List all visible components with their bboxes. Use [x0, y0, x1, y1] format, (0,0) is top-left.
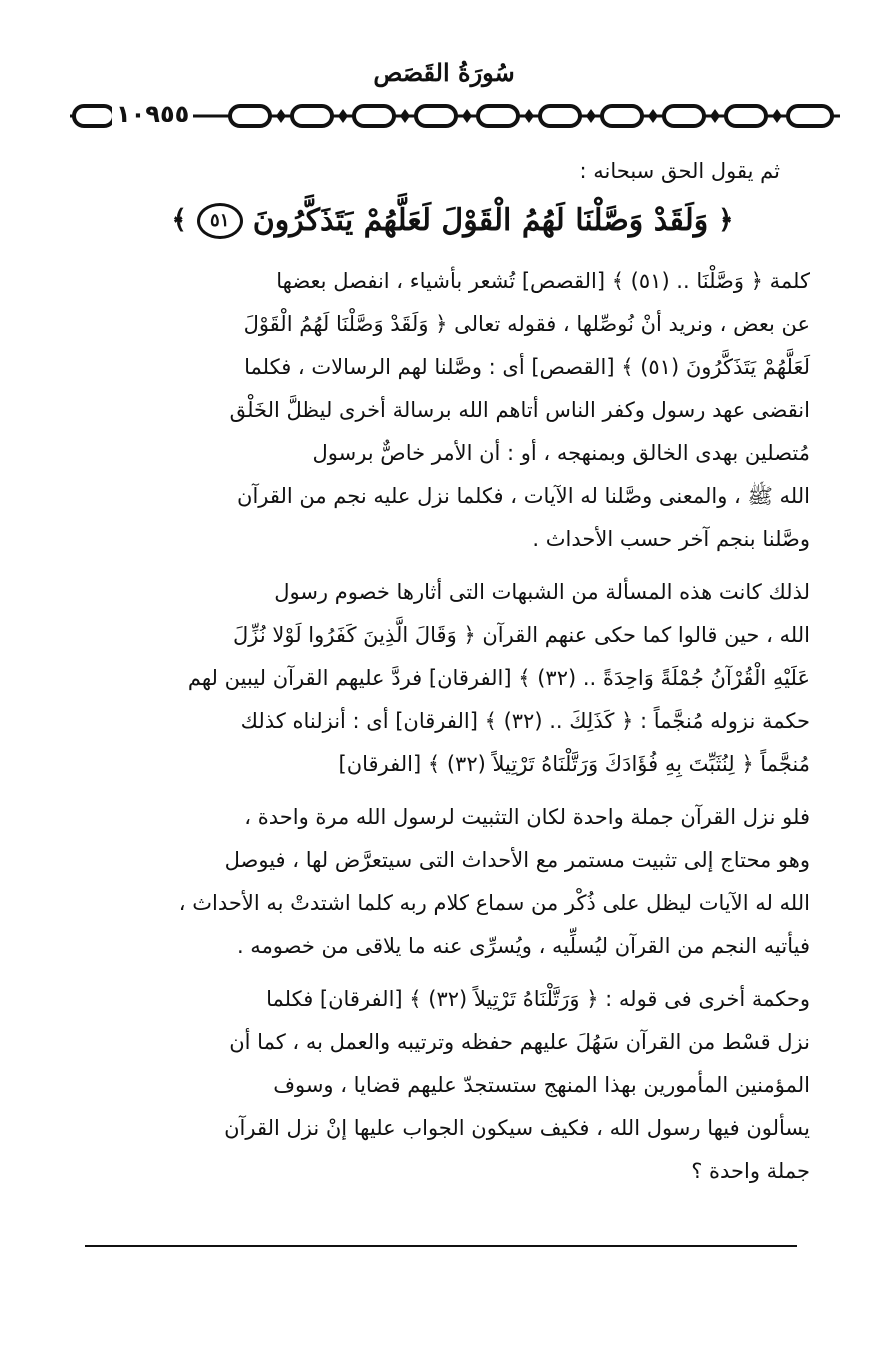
surah-title: سُورَةُ القَصَص	[373, 58, 515, 87]
verse-close-bracket: ﴾	[171, 205, 187, 235]
paragraph	[95, 571, 810, 786]
text-line: وهو محتاج إلى تثبيت مستمر مع الأحداث التى سيتعرَّض لها ، فيوصل	[224, 848, 810, 872]
page-body	[95, 150, 810, 1203]
text-line: الله ﷺ ، والمعنى وصَّلنا له الآيات ، فكلما نزل عليه نجم من القرآن	[237, 484, 810, 508]
paragraph	[95, 796, 810, 968]
paragraph	[95, 260, 810, 561]
text-line: وحكمة أخرى فى قوله : ﴿ وَرَتَّلْنَاهُ تَرْتِيلاً (٣٢) ﴾ [الفرقان] فكلما	[266, 987, 810, 1011]
text-line: انقضى عهد رسول وكفر الناس أتاهم الله برسالة أخرى ليظلَّ الخَلْق	[229, 398, 810, 422]
header-ornament	[70, 98, 840, 134]
text-line: لذلك كانت هذه المسألة من الشبهات التى أثارها خصوم رسول	[274, 580, 810, 604]
text-line: لَعَلَّهُمْ يَتَذَكَّرُونَ (٥١) ﴾ [القصص] أى : وصَّلنا لهم الرسالات ، فكلما	[244, 355, 810, 379]
text-line: نزل قسْط من القرآن سَهُلَ عليهم حفظه وترتيبه والعمل به ، كما أن	[229, 1030, 810, 1054]
text-line: يسألون فيها رسول الله ، فكيف سيكون الجواب عليها إنْ نزل القرآن	[224, 1116, 810, 1140]
verse-open-bracket: ﴿	[718, 205, 734, 235]
featured-verse	[95, 199, 810, 242]
verse-number-badge: ٥١	[197, 203, 243, 239]
text-line: الله ، حين قالوا كما حكى عنهم القرآن ﴿ وَقَالَ الَّذِينَ كَفَرُوا لَوْلا نُزِّلَ	[233, 623, 810, 647]
paragraph	[95, 978, 810, 1193]
text-line: جملة واحدة ؟	[691, 1159, 810, 1183]
text-line: عَلَيْهِ الْقُرْآنُ جُمْلَةً وَاحِدَةً .. (٣٢) ﴾ [الفرقان] فردَّ عليهم القرآن ليبين لهم	[187, 666, 810, 690]
text-line: مُنجَّماً ﴿ لِنُثَبِّتَ بِهِ فُؤَادَكَ وَرَتَّلْنَاهُ تَرْتِيلاً (٣٢) ﴾ [الفرقان]	[338, 752, 810, 776]
text-line: فلو نزل القرآن جملة واحدة لكان التثبيت لرسول الله مرة واحدة ،	[244, 805, 810, 829]
text-line: مُتصلين بهدى الخالق وبمنهجه ، أو : أن الأمر خاصٌّ برسول	[312, 441, 810, 465]
text-line: حكمة نزوله مُنجَّماً : ﴿ كَذَلِكَ .. (٣٢) ﴾ [الفرقان] أى : أنزلناه كذلك	[240, 709, 810, 733]
text-line: عن بعض ، ونريد أنْ نُوصِّلها ، فقوله تعالى ﴿ وَلَقَدْ وَصَّلْنَا لَهُمُ الْقَوْلَ	[243, 312, 810, 336]
text-line: وصَّلنا بنجم آخر حسب الأحداث .	[532, 527, 810, 551]
page-number: ١٠٩٥٥	[112, 100, 193, 128]
text-line: الله له الآيات ليظل على ذُكْر من سماع كلام ربه كلما اشتدتْ به الأحداث ،	[178, 891, 810, 915]
text-line: فيأتيه النجم من القرآن ليُسلِّيه ، ويُسرِّى عنه ما يلاقى من خصومه .	[236, 934, 810, 958]
verse-text: وَلَقَدْ وَصَّلْنَا لَهُمُ الْقَوْلَ لَعَلَّهُمْ يَتَذَكَّرُونَ	[252, 203, 709, 238]
text-line: المؤمنين المأمورين بهذا المنهج ستستجدّ عليهم قضايا ، وسوف	[273, 1073, 810, 1097]
intro-line: ثم يقول الحق سبحانه :	[579, 159, 780, 183]
footer-rule	[85, 1245, 797, 1247]
text-line: كلمة ﴿ وَصَّلْنَا .. (٥١) ﴾ [القصص] تُشعر بأشياء ، انفصل بعضها	[276, 269, 810, 293]
